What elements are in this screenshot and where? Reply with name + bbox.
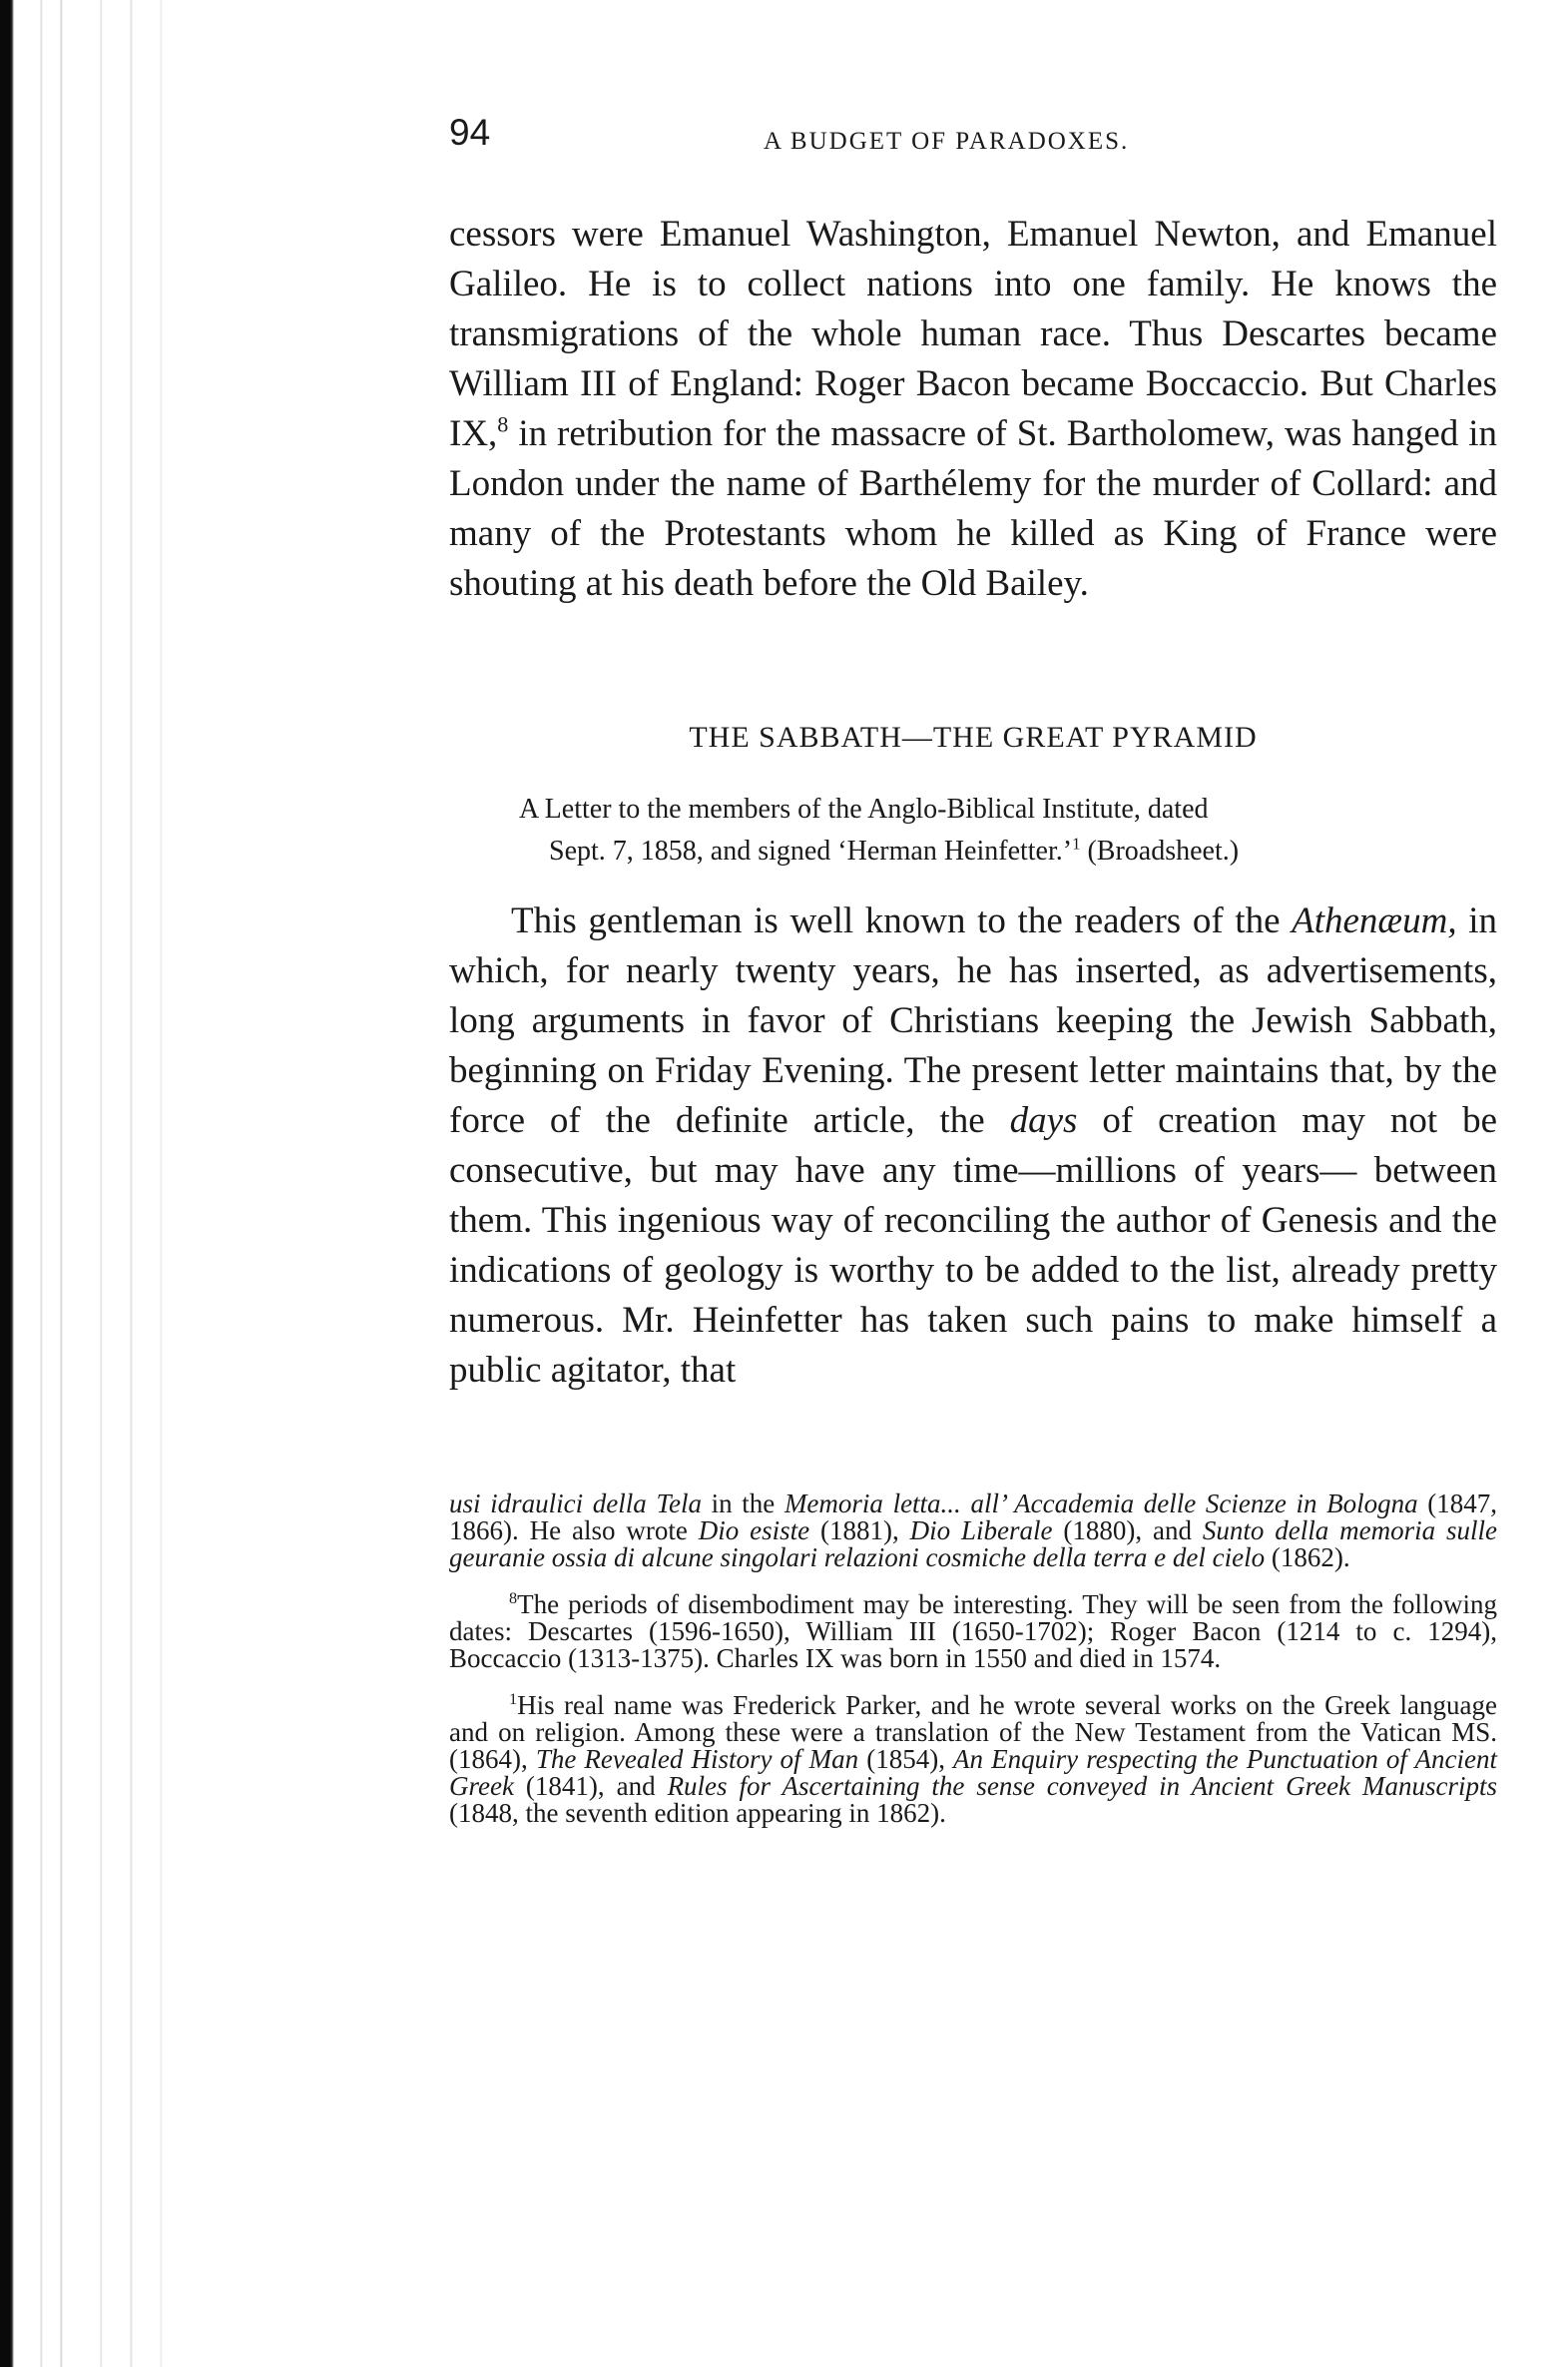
section-citation [519,789,1497,873]
footnote-8-marker: 8 [509,1589,518,1607]
citation-line-2: Sept. 7, 1858, and signed ‘Herman Heinfetter.’$^1$ (Broadsheet.) [549,834,1240,867]
footnote-ref-8[interactable]: 8 [497,411,509,437]
section-paragraph: This gentleman is well known to the readers of the Athenæum, in which, for nearly twenty years, he has inserted, as advertisements, long arguments in favor of Christians keeping the Jewish Sabbath, beginning on Friday Evening. The present letter maintains that, by the force of the definite article, the days of creation may not be consecutive, but may have any time—millions of years— between them. This ingenious way of reconciling the author of Genesis and the indications of geology is worthy to be added to the list, already pretty numerous. Mr. Heinfetter has taken such pains to make himself a public agitator, that [449,900,1498,1391]
book-page [449,0,1497,2367]
section-title: THE SABBATH—THE GREAT PYRAMID [689,721,1258,754]
footnote-8: $^8$The periods of disembodiment may be interesting. They will be seen from the following dates: Descartes (1596-1650), William III (1650-1702); Roger Bacon (1214 to c. 1294), Boccaccio (1313-1375). Charles IX was born in 1550 and died in 1574. [449,1589,1497,1673]
scan-binding-edge [0,0,180,2367]
footnote-1-marker: 1 [509,1690,518,1708]
footnote-continued: usi idraulici della Tela in the Memoria letta... all’ Accademia delle Scienze in Bologna (1847, 1866). He also wrote Dio esiste (1881), Dio Liberale (1880), and Sunto della memoria sulle geuranie ossia di alcune singolari relazioni cosmiche della terra e del cielo (1862). [449,1488,1498,1572]
intro-text: cessors were Emanuel Washington, Emanuel Newton, and Emanuel Galileo. He is to collect nations into one family. He knows the transmigrations of the whole human race. Thus Descartes became William III of England: Roger Bacon became Boccaccio. But Charles IX,$^8$ in retribution for the massacre of St. Bartholomew, was hanged in London under the name of Barthélemy for the murder of Collard: and many of the Protestants whom he killed as King of France were shouting at his death before the Old Bailey. [449,214,1497,604]
footnote-ref-1[interactable]: 1 [1072,834,1081,854]
footnote-1: $^1$His real name was Frederick Parker, and he wrote several works on the Greek language and on religion. Among these were a translation of the New Testament from the Vatican MS. (1864), The Revealed History of Man (1854), An Enquiry respecting the Punctuation of Ancient Greek (1841), and Rules for Ascertaining the sense conveyed in Ancient Greek Manuscripts (1848, the seventh edition appearing in 1862). [449,1690,1497,1828]
page-number: 94 [449,112,491,153]
intro-paragraph [449,210,1497,609]
citation-line-1: A Letter to the members of the Anglo-Biblical Institute, dated [519,794,1209,825]
running-title: A BUDGET OF PARADOXES. [764,128,1130,155]
footnotes [449,1490,1497,1847]
section-body [449,896,1497,1396]
running-head [449,112,1497,162]
